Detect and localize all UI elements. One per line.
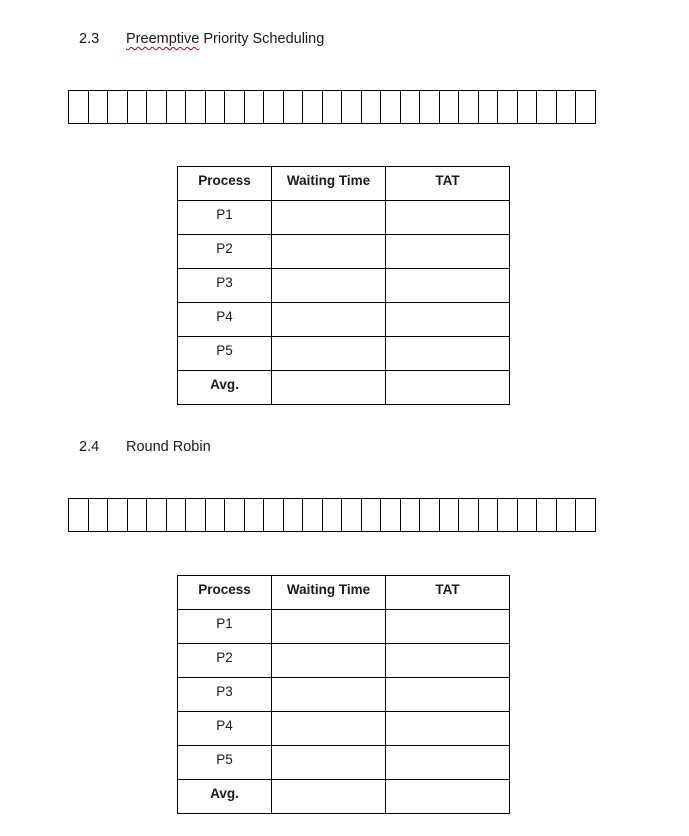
gantt-cell[interactable]: [439, 499, 459, 531]
table-row: [178, 269, 510, 303]
waiting-time-cell[interactable]: [272, 678, 386, 712]
tat-cell[interactable]: [386, 746, 510, 780]
gantt-cell[interactable]: [166, 91, 186, 123]
gantt-cell[interactable]: [283, 499, 303, 531]
waiting-time-cell[interactable]: [272, 746, 386, 780]
avg-tat-cell[interactable]: [386, 780, 510, 814]
gantt-chart-grid: [68, 90, 596, 124]
waiting-time-cell[interactable]: [272, 337, 386, 371]
average-label: Avg.: [178, 371, 272, 405]
gantt-cell[interactable]: [127, 91, 147, 123]
process-cell: P5: [178, 337, 272, 371]
table-header-row: [178, 167, 510, 201]
gantt-cell[interactable]: [244, 91, 264, 123]
gantt-cell[interactable]: [400, 91, 420, 123]
gantt-cell[interactable]: [69, 499, 88, 531]
gantt-cell[interactable]: [361, 91, 381, 123]
table-row: [178, 644, 510, 678]
gantt-cell[interactable]: [536, 499, 556, 531]
header-waiting-time: Waiting Time: [272, 167, 386, 201]
results-table-round-robin: [177, 575, 510, 814]
gantt-cell[interactable]: [517, 499, 537, 531]
gantt-cell[interactable]: [517, 91, 537, 123]
process-cell: P4: [178, 303, 272, 337]
gantt-cell[interactable]: [380, 499, 400, 531]
waiting-time-cell[interactable]: [272, 610, 386, 644]
average-label: Avg.: [178, 780, 272, 814]
table-row: [178, 678, 510, 712]
table-footer-row: [178, 371, 510, 405]
avg-waiting-time-cell[interactable]: [272, 780, 386, 814]
table-row: [178, 610, 510, 644]
gantt-cell[interactable]: [575, 91, 595, 123]
gantt-cell[interactable]: [185, 91, 205, 123]
waiting-time-cell[interactable]: [272, 201, 386, 235]
tat-cell[interactable]: [386, 337, 510, 371]
gantt-cell[interactable]: [380, 91, 400, 123]
tat-cell[interactable]: [386, 712, 510, 746]
gantt-cell[interactable]: [497, 91, 517, 123]
process-cell: P2: [178, 235, 272, 269]
gantt-cell[interactable]: [341, 91, 361, 123]
gantt-cell[interactable]: [458, 499, 478, 531]
gantt-cell[interactable]: [107, 91, 127, 123]
waiting-time-cell[interactable]: [272, 269, 386, 303]
gantt-cell[interactable]: [439, 91, 459, 123]
gantt-cell[interactable]: [302, 91, 322, 123]
gantt-cell[interactable]: [88, 91, 108, 123]
gantt-cell[interactable]: [400, 499, 420, 531]
table-footer-row: [178, 780, 510, 814]
results-table-priority: [177, 166, 510, 405]
gantt-cell[interactable]: [146, 91, 166, 123]
gantt-cell[interactable]: [419, 499, 439, 531]
tat-cell[interactable]: [386, 644, 510, 678]
waiting-time-cell[interactable]: [272, 712, 386, 746]
gantt-cell[interactable]: [341, 499, 361, 531]
gantt-cell[interactable]: [556, 499, 576, 531]
table-header-row: [178, 576, 510, 610]
process-cell: P3: [178, 678, 272, 712]
gantt-cell[interactable]: [536, 91, 556, 123]
gantt-cell[interactable]: [205, 91, 225, 123]
gantt-cell[interactable]: [575, 499, 595, 531]
gantt-cell[interactable]: [166, 499, 186, 531]
section-number: 2.3: [79, 31, 100, 47]
gantt-cell[interactable]: [263, 91, 283, 123]
table-row: [178, 337, 510, 371]
gantt-cell[interactable]: [478, 499, 498, 531]
process-cell: P4: [178, 712, 272, 746]
waiting-time-cell[interactable]: [272, 303, 386, 337]
gantt-cell[interactable]: [107, 499, 127, 531]
table-row: [178, 303, 510, 337]
gantt-cell[interactable]: [185, 499, 205, 531]
gantt-chart-grid: [68, 498, 596, 532]
gantt-cell[interactable]: [497, 499, 517, 531]
header-waiting-time: Waiting Time: [272, 576, 386, 610]
waiting-time-cell[interactable]: [272, 644, 386, 678]
gantt-cell[interactable]: [556, 91, 576, 123]
process-cell: P5: [178, 746, 272, 780]
section-number: 2.4: [79, 439, 100, 455]
tat-cell[interactable]: [386, 235, 510, 269]
tat-cell[interactable]: [386, 269, 510, 303]
process-cell: P1: [178, 610, 272, 644]
section-title: [126, 30, 324, 48]
header-tat: TAT: [386, 576, 510, 610]
gantt-cell[interactable]: [322, 91, 342, 123]
header-tat: TAT: [386, 167, 510, 201]
gantt-cell[interactable]: [205, 499, 225, 531]
table-row: [178, 746, 510, 780]
gantt-cell[interactable]: [88, 499, 108, 531]
gantt-cell[interactable]: [146, 499, 166, 531]
spellcheck-word[interactable]: Preemptive: [126, 31, 200, 47]
header-process: Process: [178, 167, 272, 201]
tat-cell[interactable]: [386, 201, 510, 235]
gantt-cell[interactable]: [263, 499, 283, 531]
gantt-cell[interactable]: [127, 499, 147, 531]
gantt-cell[interactable]: [361, 499, 381, 531]
waiting-time-cell[interactable]: [272, 235, 386, 269]
table-row: [178, 201, 510, 235]
tat-cell[interactable]: [386, 678, 510, 712]
gantt-cell[interactable]: [458, 91, 478, 123]
gantt-cell[interactable]: [244, 499, 264, 531]
tat-cell[interactable]: [386, 303, 510, 337]
process-cell: P1: [178, 201, 272, 235]
process-cell: P2: [178, 644, 272, 678]
gantt-cell[interactable]: [478, 91, 498, 123]
section-title: Round Robin: [126, 439, 211, 455]
tat-cell[interactable]: [386, 610, 510, 644]
avg-waiting-time-cell[interactable]: [272, 371, 386, 405]
table-row: [178, 712, 510, 746]
gantt-cell[interactable]: [322, 499, 342, 531]
process-cell: P3: [178, 269, 272, 303]
gantt-cell[interactable]: [224, 91, 244, 123]
gantt-cell[interactable]: [283, 91, 303, 123]
table-row: [178, 235, 510, 269]
gantt-cell[interactable]: [419, 91, 439, 123]
header-process: Process: [178, 576, 272, 610]
gantt-cell[interactable]: [302, 499, 322, 531]
gantt-cell[interactable]: [69, 91, 88, 123]
gantt-cell[interactable]: [224, 499, 244, 531]
section-title-rest: Priority Scheduling: [199, 31, 325, 47]
avg-tat-cell[interactable]: [386, 371, 510, 405]
